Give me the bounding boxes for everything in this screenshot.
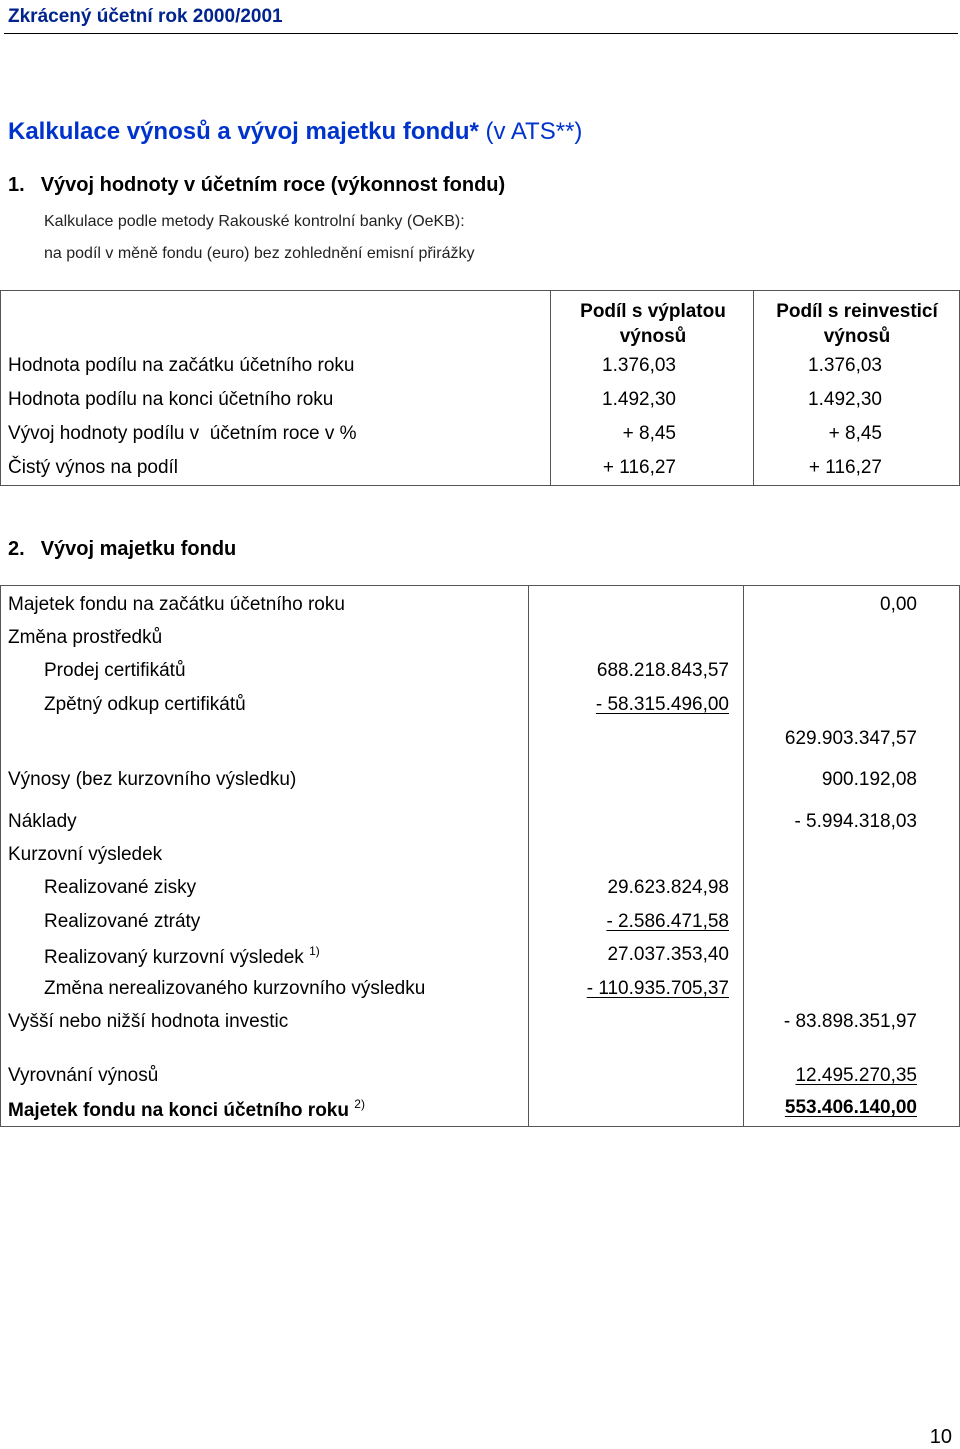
fund-assets-table [0, 585, 960, 1127]
row-label: Čistý výnos na podíl [8, 457, 179, 478]
total-value: - 5.994.318,03 [794, 811, 917, 832]
main-title [8, 118, 582, 146]
col-header-reinvest-line1: Podíl s reinvesticí [776, 301, 938, 322]
payout-value: 1.492,30 [602, 389, 676, 410]
table-row [1, 877, 959, 911]
table-row [1, 660, 959, 694]
table-row [1, 811, 959, 845]
main-title-unit: (v ATS**) [478, 118, 583, 145]
row-label [44, 944, 320, 969]
main-title-bold: Kalkulace výnosů a vývoj majetku fondu* [8, 118, 479, 145]
table-row [1, 457, 959, 491]
table-row [1, 627, 959, 661]
row-label: Vyšší nebo nižší hodnota investic [8, 1011, 289, 1032]
payout-value: 1.376,03 [602, 355, 676, 376]
row-label: Změna nerealizovaného kurzovního výsledku [44, 978, 426, 999]
sub-value: - 58.315.496,00 [595, 694, 729, 715]
col-header-payout-line1: Podíl s výplatou [580, 301, 726, 322]
table-row [1, 1065, 959, 1099]
section1-heading [8, 174, 505, 197]
total-value: 629.903.347,57 [784, 728, 917, 749]
page-header-title: Zkrácený účetní rok 2000/2001 [8, 6, 283, 27]
row-label: Náklady [8, 811, 77, 832]
payout-value: + 116,27 [602, 457, 676, 478]
row-label: Majetek fondu na začátku účetního roku [8, 594, 345, 615]
total-value: 553.406.140,00 [784, 1097, 917, 1118]
total-value: 12.495.270,35 [795, 1065, 917, 1086]
col-header-payout-line2: výnosů [619, 326, 687, 347]
total-value: 900.192,08 [821, 769, 917, 790]
table-row [1, 594, 959, 628]
sub-value: 27.037.353,40 [607, 944, 729, 965]
section2-number: 2. [8, 538, 25, 560]
table-row [1, 769, 959, 803]
col-header-reinvest-line2: výnosů [823, 326, 891, 347]
table-row [1, 844, 959, 878]
sub-value: 688.218.843,57 [596, 660, 729, 681]
reinvest-value: 1.492,30 [808, 389, 882, 410]
row-label: Realizované zisky [44, 877, 197, 898]
col-header-payout [553, 299, 753, 349]
row-label [8, 1097, 365, 1122]
row-label-text: Majetek fondu na konci účetního roku [8, 1100, 349, 1121]
reinvest-value: + 116,27 [808, 457, 882, 478]
row-label: Realizované ztráty [44, 911, 201, 932]
section1-method-note: Kalkulace podle metody Rakouské kontrolní banky (OeKB): [44, 213, 465, 230]
table-row [1, 911, 959, 945]
sub-value: - 110.935.705,37 [586, 978, 729, 999]
row-label: Výnosy (bez kurzovního výsledku) [8, 769, 297, 790]
row-label: Prodej certifikátů [44, 660, 186, 681]
row-label: Hodnota podílu na konci účetního roku [8, 389, 334, 410]
row-label: Hodnota podílu na začátku účetního roku [8, 355, 355, 376]
footnote-marker: 2) [354, 1097, 365, 1111]
col-header-reinvest [756, 299, 958, 349]
header-divider [4, 33, 958, 34]
total-value: 0,00 [880, 594, 917, 615]
sub-value: 29.623.824,98 [607, 877, 729, 898]
row-label-text: Realizovaný kurzovní výsledek [44, 947, 304, 968]
row-label: Zpětný odkup certifikátů [44, 694, 246, 715]
page-number: 10 [929, 1426, 952, 1448]
table-row [1, 355, 959, 389]
section2-title: Vývoj majetku fondu [40, 538, 237, 560]
row-label: Vyrovnání výnosů [8, 1065, 159, 1086]
payout-value: + 8,45 [622, 423, 676, 444]
row-label: Kurzovní výsledek [8, 844, 163, 865]
table-row [1, 1097, 959, 1131]
table-row [1, 728, 959, 762]
table-row [1, 423, 959, 457]
table-row [1, 694, 959, 728]
row-label: Změna prostředků [8, 627, 163, 648]
table-row [1, 944, 959, 978]
reinvest-value: 1.376,03 [808, 355, 882, 376]
table-row [1, 1011, 959, 1045]
section2-heading [8, 538, 236, 561]
table-row [1, 389, 959, 423]
row-label: Vývoj hodnoty podílu v účetním roce v % [8, 423, 357, 444]
section1-currency-note: na podíl v měně fondu (euro) bez zohlednění emisní přirážky [44, 245, 475, 262]
performance-table [0, 290, 960, 486]
reinvest-value: + 8,45 [828, 423, 882, 444]
sub-value: - 2.586.471,58 [606, 911, 729, 932]
section1-title: Vývoj hodnoty v účetním roce (výkonnost fondu) [40, 174, 506, 196]
footnote-marker: 1) [309, 944, 320, 958]
total-value: - 83.898.351,97 [783, 1011, 917, 1032]
table-row [1, 978, 959, 1012]
section1-number: 1. [8, 174, 25, 196]
